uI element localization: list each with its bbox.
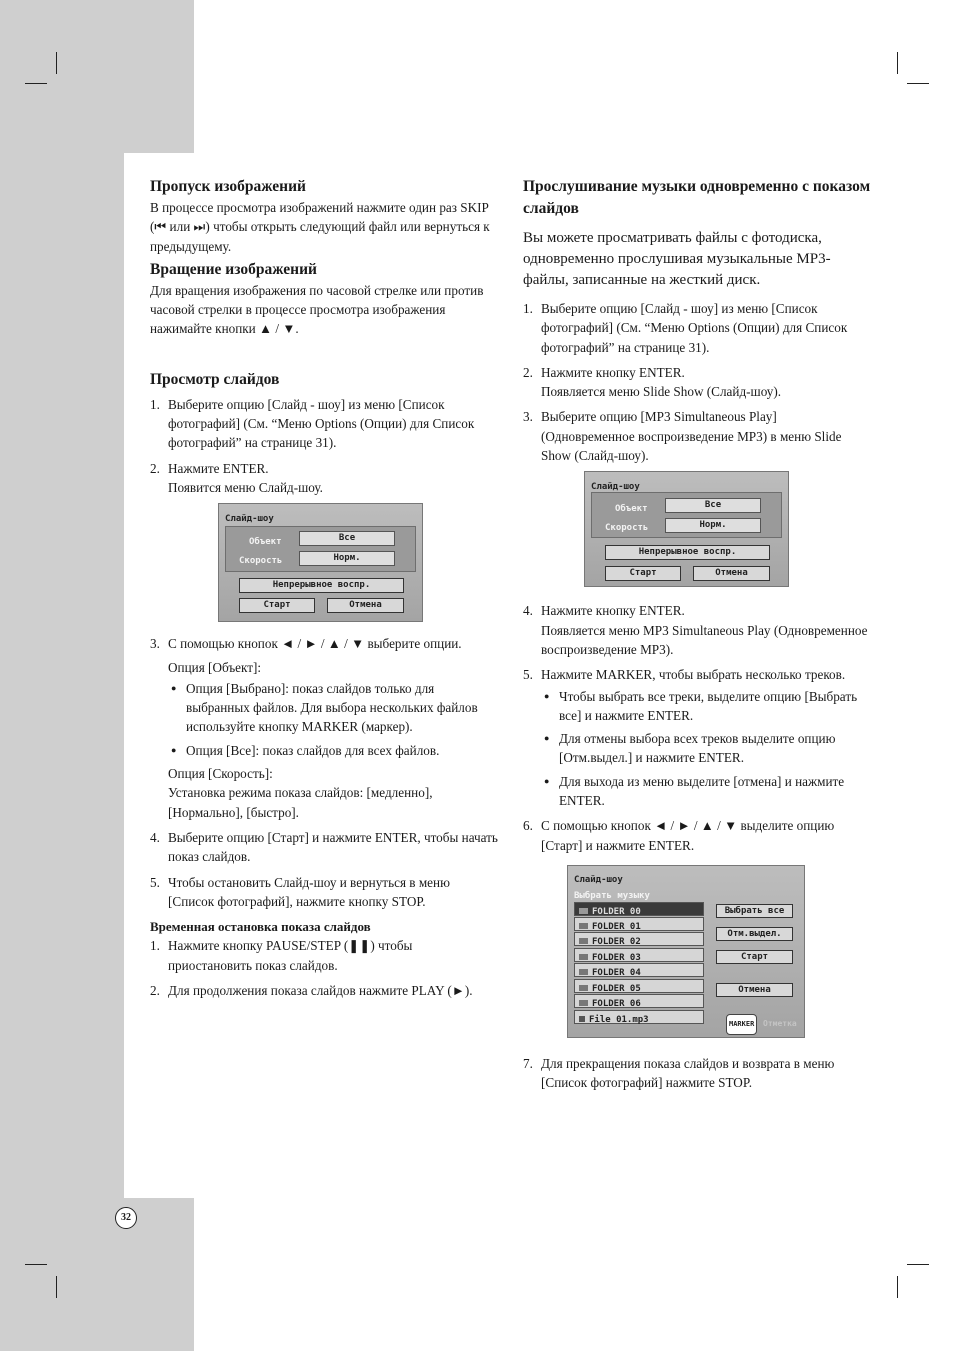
list-item[interactable]: FOLDER 00 [574, 902, 704, 916]
crop-mark [56, 1276, 57, 1298]
music-steps-final [523, 1054, 873, 1093]
crop-mark [25, 83, 47, 84]
option-speed-heading: Опция [Скорость]: [168, 766, 273, 782]
list-item[interactable]: FOLDER 05 [574, 979, 704, 993]
crop-mark [56, 52, 57, 74]
bullet-item: ● Опция [Все]: показ слайдов для всех файлов. [168, 741, 498, 760]
list-item[interactable]: FOLDER 06 [574, 994, 704, 1008]
mp3-slideshow-menu-screenshot [584, 471, 789, 587]
list-item[interactable]: FOLDER 03 [574, 948, 704, 962]
marker-badge: MARKER [726, 1014, 757, 1035]
slideshow-steps [150, 395, 498, 497]
marker-label: Отметка [763, 1018, 797, 1028]
section-title-slideshow: Просмотр слайдов [150, 370, 280, 388]
list-item: 5. Нажмите MARKER, чтобы выбрать несколько треков. ● Чтобы выбрать все треки, выделите опцию [Выбрать все] и нажмите ENTER. ● Для отмены выбора всех треков выделите опцию [Отм.выдел.] и нажмите ENTER. ● Для выхода из меню выделите [отмена] и нажмите ENTER. [523, 665, 873, 810]
folder-icon [579, 985, 588, 991]
section-text-skip: В процессе просмотра изображений нажмите один раз SKIP (⏮ или ⏭) чтобы открыть следующий файл или вернуться к предыдущему. [150, 200, 490, 254]
list-item: 2. Для продолжения показа слайдов нажмите PLAY (►). [150, 983, 473, 999]
osd-cancel-button[interactable]: Отмена [693, 566, 770, 581]
list-item: 6. С помощью кнопок ◄ / ► / ▲ / ▼ выделите опцию [Старт] и нажмите ENTER. [523, 818, 835, 853]
osd-speed-label: Скорость [605, 523, 649, 534]
music-lead: Вы можете просматривать файлы с фотодиска, одновременно прослушивая музыкальные MP3-файлы, записанные на жесткий диск. [523, 230, 831, 288]
list-item[interactable]: FOLDER 01 [574, 917, 704, 931]
folder-icon [579, 923, 588, 929]
option-speed-text: Установка режима показа слайдов: [медленно], [Нормально], [быстро]. [168, 785, 433, 820]
pause-subtitle: Временная остановка показа слайдов [150, 919, 371, 935]
crop-mark [897, 1276, 898, 1298]
right-column [523, 176, 873, 1099]
list-item[interactable]: FOLDER 04 [574, 963, 704, 977]
list-item[interactable]: FOLDER 02 [574, 932, 704, 946]
list-item: 5. Чтобы остановить Слайд-шоу и вернуться в меню [Список фотографий], нажмите кнопку STOP. [150, 874, 450, 909]
list-item: 1. Нажмите кнопку PAUSE/STEP (❚❚) чтобы приостановить показ слайдов. [150, 938, 413, 973]
crop-mark [897, 52, 898, 74]
list-item: 4. Выберите опцию [Старт] и нажмите ENTER, чтобы начать показ слайдов. [150, 829, 498, 865]
music-steps-continued [523, 601, 873, 855]
crop-mark [25, 1264, 47, 1265]
cancel-button[interactable]: Отмена [716, 983, 793, 997]
deselect-button[interactable]: Отм.выдел. [716, 927, 793, 941]
osd-speed-value[interactable]: Норм. [299, 551, 395, 566]
bullet-item: ● Для отмены выбора всех треков выделите опцию [Отм.выдел.] и нажмите ENTER. [541, 729, 873, 768]
osd-start-button[interactable]: Старт [239, 598, 315, 613]
osd-title: Слайд-шоу [225, 514, 274, 525]
list-item: 1. Выберите опцию [Слайд - шоу] из меню [Список фотографий] (См. “Меню Options (Опции) для Список фотографий” на странице 31). [150, 396, 475, 451]
select-music-menu-screenshot [567, 865, 805, 1038]
osd-subtitle: Выбрать музыку [574, 890, 650, 901]
osd-speed-value[interactable]: Норм. [665, 518, 761, 533]
folder-icon [579, 938, 588, 944]
section-title-music: Прослушивание музыки одновременно с показом слайдов [523, 178, 871, 217]
slideshow-steps-continued [150, 634, 498, 911]
list-item: 2. Нажмите кнопку ENTER. Появляется меню Slide Show (Слайд-шоу). [523, 364, 782, 400]
select-all-button[interactable]: Выбрать все [716, 904, 793, 918]
osd-start-button[interactable]: Старт [605, 566, 681, 581]
page-number: 32 [115, 1207, 137, 1229]
folder-icon [579, 1000, 588, 1006]
section-text-rotate: Для вращения изображения по часовой стрелке или против часовой стрелки в процессе просмотра изображения нажимайте кнопки ▲ / ▼. [150, 282, 484, 337]
file-icon [579, 1016, 585, 1022]
pause-steps [150, 936, 498, 1000]
osd-title: Слайд-шоу [591, 482, 640, 493]
list-item: 3. С помощью кнопок ◄ / ► / ▲ / ▼ выберите опции. Опция [Объект]: ● Опция [Выбрано]: показ слайдов только для выбранных файлов. Для выбора нескольких файлов используйте кнопку MARKER (маркер). ● Опция [Все]: показ слайдов для всех файлов. Опция [Скорость]: Установка режима показа слайдов: [медленно], [Нормально], [быстро]. [150, 634, 498, 822]
folder-icon [579, 954, 588, 960]
section-title-rotate: Вращение изображений [150, 260, 317, 278]
list-item[interactable]: File 01.mp3 [574, 1010, 704, 1024]
osd-object-label: Объект [615, 504, 648, 515]
list-item: 1. Выберите опцию [Слайд - шоу] из меню [Список фотографий] (См. “Меню Options (Опции) для Список фотографий” на странице 31). [523, 301, 848, 355]
osd-continuous-button[interactable]: Непрерывное воспр. [605, 545, 770, 560]
section-title-skip: Пропуск изображений [150, 178, 306, 195]
osd-continuous-button[interactable]: Непрерывное воспр. [239, 578, 404, 593]
bullet-item: ● Для выхода из меню выделите [отмена] и нажмите ENTER. [541, 772, 873, 811]
start-button[interactable]: Старт [716, 950, 793, 964]
osd-speed-label: Скорость [239, 556, 283, 567]
bullet-item: ● Чтобы выбрать все треки, выделите опцию [Выбрать все] и нажмите ENTER. [541, 687, 873, 726]
crop-mark [907, 83, 929, 84]
music-steps [523, 299, 873, 465]
osd-object-value[interactable]: Все [665, 498, 761, 513]
folder-icon [579, 969, 588, 975]
list-item: 4. Нажмите кнопку ENTER. Появляется меню MP3 Simultaneous Play (Одновременное воспроизведение MP3). [523, 603, 868, 657]
left-column [150, 176, 498, 1006]
osd-object-label: Объект [249, 537, 282, 548]
folder-icon [579, 908, 588, 914]
list-item: 2. Нажмите ENTER. Появится меню Слайд-шоу. [150, 460, 323, 495]
slideshow-menu-screenshot [218, 503, 423, 622]
osd-cancel-button[interactable]: Отмена [327, 598, 404, 613]
crop-mark [907, 1264, 929, 1265]
option-object-heading: Опция [Объект]: [168, 659, 262, 675]
list-item: 7. Для прекращения показа слайдов и возврата в меню [Список фотографий] нажмите STOP. [523, 1055, 835, 1091]
bullet-item: ● Опция [Выбрано]: показ слайдов только для выбранных файлов. Для выбора нескольких файлов используйте кнопку MARKER (маркер). [168, 679, 498, 737]
list-item: 3. Выберите опцию [MP3 Simultaneous Play] (Одновременное воспроизведение MP3) в меню Slide Show (Слайд-шоу). [523, 409, 842, 464]
osd-object-value[interactable]: Все [299, 531, 395, 546]
osd-title: Слайд-шоу [574, 874, 623, 885]
